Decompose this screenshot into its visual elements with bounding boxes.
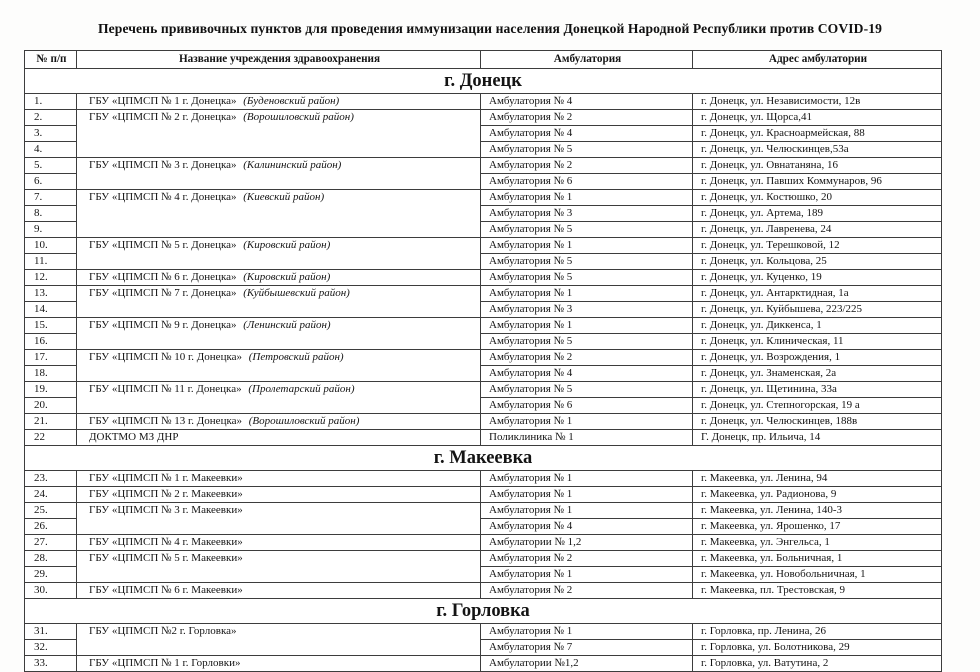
ambulatory-cell: Амбулатория № 3 bbox=[481, 206, 693, 222]
row-number: 22 bbox=[25, 430, 77, 446]
section-title: г. Донецк bbox=[25, 69, 942, 94]
ambulatory-cell: Амбулатория № 1 bbox=[481, 414, 693, 430]
table-row bbox=[25, 551, 942, 567]
ambulatory-cell: Амбулатории № 1,2 bbox=[481, 535, 693, 551]
institution-name bbox=[77, 471, 481, 487]
table-header-row bbox=[25, 51, 942, 69]
row-number: 6. bbox=[25, 174, 77, 190]
ambulatory-cell: Амбулатория № 1 bbox=[481, 238, 693, 254]
vaccination-points-table bbox=[24, 50, 942, 672]
address-cell: г. Макеевка, ул. Энгельса, 1 bbox=[693, 535, 942, 551]
address-cell: г. Донецк, ул. Клиническая, 11 bbox=[693, 334, 942, 350]
row-number: 14. bbox=[25, 302, 77, 318]
institution-title: ГБУ «ЦПМСП № 1 г. Донецка» bbox=[89, 95, 237, 107]
institution-name bbox=[77, 158, 481, 190]
institution-name bbox=[77, 656, 481, 672]
ambulatory-cell: Амбулатория № 2 bbox=[481, 110, 693, 126]
address-cell: г. Горловка, пр. Ленина, 26 bbox=[693, 624, 942, 640]
address-cell: г. Донецк, ул. Щетинина, 33а bbox=[693, 382, 942, 398]
ambulatory-cell: Амбулатория № 5 bbox=[481, 142, 693, 158]
row-number: 10. bbox=[25, 238, 77, 254]
column-header-address: Адрес амбулатории bbox=[693, 51, 942, 69]
table-row bbox=[25, 158, 942, 174]
table-row bbox=[25, 190, 942, 206]
address-cell: г. Донецк, ул. Павших Коммунаров, 96 bbox=[693, 174, 942, 190]
row-number: 19. bbox=[25, 382, 77, 398]
ambulatory-cell: Амбулатория № 5 bbox=[481, 254, 693, 270]
institution-name bbox=[77, 551, 481, 583]
institution-title: ГБУ «ЦПМСП № 3 г. Донецка» bbox=[89, 159, 237, 171]
address-cell: г. Макеевка, ул. Ярошенко, 17 bbox=[693, 519, 942, 535]
institution-title: ГБУ «ЦПМСП № 10 г. Донецка» bbox=[89, 351, 243, 363]
address-cell: г. Донецк, ул. Овнатаняна, 16 bbox=[693, 158, 942, 174]
institution-title: ГБУ «ЦПМСП № 11 г. Донецка» bbox=[89, 383, 242, 395]
institution-name bbox=[77, 350, 481, 382]
row-number: 12. bbox=[25, 270, 77, 286]
table-row bbox=[25, 583, 942, 599]
ambulatory-cell: Амбулатория № 6 bbox=[481, 398, 693, 414]
row-number: 15. bbox=[25, 318, 77, 334]
table-row bbox=[25, 318, 942, 334]
table-row bbox=[25, 270, 942, 286]
row-number: 11. bbox=[25, 254, 77, 270]
ambulatory-cell: Амбулатория № 2 bbox=[481, 583, 693, 599]
district-note: (Буденовский район) bbox=[240, 95, 340, 107]
row-number: 4. bbox=[25, 142, 77, 158]
address-cell: г. Макеевка, ул. Ленина, 140-3 bbox=[693, 503, 942, 519]
column-header-institution: Название учреждения здравоохранения bbox=[77, 51, 481, 69]
address-cell: г. Донецк, ул. Терешковой, 12 bbox=[693, 238, 942, 254]
row-number: 24. bbox=[25, 487, 77, 503]
table-row bbox=[25, 286, 942, 302]
ambulatory-cell: Амбулатория № 4 bbox=[481, 126, 693, 142]
institution-name bbox=[77, 238, 481, 270]
ambulatory-cell: Амбулатория № 4 bbox=[481, 519, 693, 535]
institution-name bbox=[77, 94, 481, 110]
institution-title: ДОКТМО МЗ ДНР bbox=[89, 431, 179, 443]
ambulatory-cell: Амбулатория № 5 bbox=[481, 270, 693, 286]
institution-title: ГБУ «ЦПМСП № 5 г. Макеевки» bbox=[89, 552, 243, 564]
address-cell: г. Донецк, ул. Независимости, 12в bbox=[693, 94, 942, 110]
address-cell: Г. Донецк, пр. Ильича, 14 bbox=[693, 430, 942, 446]
institution-name bbox=[77, 503, 481, 535]
row-number: 28. bbox=[25, 551, 77, 567]
row-number: 21. bbox=[25, 414, 77, 430]
row-number: 2. bbox=[25, 110, 77, 126]
institution-name bbox=[77, 270, 481, 286]
district-note: (Пролетарский район) bbox=[245, 383, 355, 395]
district-note: (Ворошиловский район) bbox=[240, 111, 354, 123]
row-number: 26. bbox=[25, 519, 77, 535]
ambulatory-cell: Амбулатории №1,2 bbox=[481, 656, 693, 672]
table-row bbox=[25, 414, 942, 430]
ambulatory-cell: Амбулатория № 5 bbox=[481, 334, 693, 350]
ambulatory-cell: Амбулатория № 4 bbox=[481, 366, 693, 382]
column-header-ambulatory: Амбулатория bbox=[481, 51, 693, 69]
address-cell: г. Донецк, ул. Артема, 189 bbox=[693, 206, 942, 222]
address-cell: г. Макеевка, ул. Ленина, 94 bbox=[693, 471, 942, 487]
district-note: (Ворошиловский район) bbox=[246, 415, 360, 427]
table-row bbox=[25, 487, 942, 503]
row-number: 7. bbox=[25, 190, 77, 206]
ambulatory-cell: Амбулатория № 5 bbox=[481, 222, 693, 238]
row-number: 25. bbox=[25, 503, 77, 519]
institution-title: ГБУ «ЦПМСП № 4 г. Макеевки» bbox=[89, 536, 243, 548]
row-number: 16. bbox=[25, 334, 77, 350]
institution-title: ГБУ «ЦПМСП № 6 г. Донецка» bbox=[89, 271, 237, 283]
ambulatory-cell: Поликлиника № 1 bbox=[481, 430, 693, 446]
ambulatory-cell: Амбулатория № 1 bbox=[481, 567, 693, 583]
ambulatory-cell: Амбулатория № 6 bbox=[481, 174, 693, 190]
institution-title: ГБУ «ЦПМСП № 1 г. Горловки» bbox=[89, 657, 241, 669]
column-header-number: № п/п bbox=[25, 51, 77, 69]
table-row bbox=[25, 503, 942, 519]
row-number: 23. bbox=[25, 471, 77, 487]
institution-name bbox=[77, 286, 481, 318]
address-cell: г. Донецк, ул. Возрождения, 1 bbox=[693, 350, 942, 366]
institution-title: ГБУ «ЦПМСП № 7 г. Донецка» bbox=[89, 287, 237, 299]
institution-title: ГБУ «ЦПМСП № 13 г. Донецка» bbox=[89, 415, 243, 427]
page-title: Перечень прививочных пунктов для проведения иммунизации населения Донецкой Народной Республики против COVID-19 bbox=[98, 21, 882, 36]
row-number: 30. bbox=[25, 583, 77, 599]
section-row bbox=[25, 69, 942, 94]
ambulatory-cell: Амбулатория № 2 bbox=[481, 551, 693, 567]
section-row bbox=[25, 599, 942, 624]
institution-title: ГБУ «ЦПМСП № 1 г. Макеевки» bbox=[89, 472, 243, 484]
address-cell: г. Горловка, ул. Болотникова, 29 bbox=[693, 640, 942, 656]
institution-name bbox=[77, 382, 481, 414]
ambulatory-cell: Амбулатория № 1 bbox=[481, 624, 693, 640]
ambulatory-cell: Амбулатория № 4 bbox=[481, 94, 693, 110]
institution-name bbox=[77, 624, 481, 656]
row-number: 17. bbox=[25, 350, 77, 366]
address-cell: г. Донецк, ул. Кольцова, 25 bbox=[693, 254, 942, 270]
ambulatory-cell: Амбулатория № 1 bbox=[481, 503, 693, 519]
institution-name bbox=[77, 535, 481, 551]
district-note: (Петровский район) bbox=[246, 351, 344, 363]
table-row bbox=[25, 238, 942, 254]
institution-title: ГБУ «ЦПМСП № 2 г. Макеевки» bbox=[89, 488, 243, 500]
district-note: (Калининский район) bbox=[240, 159, 342, 171]
section-title: г. Макеевка bbox=[25, 446, 942, 471]
row-number: 32. bbox=[25, 640, 77, 656]
institution-title: ГБУ «ЦПМСП № 4 г. Донецка» bbox=[89, 191, 237, 203]
address-cell: г. Донецк, ул. Красноармейская, 88 bbox=[693, 126, 942, 142]
ambulatory-cell: Амбулатория № 5 bbox=[481, 382, 693, 398]
institution-name bbox=[77, 430, 481, 446]
ambulatory-cell: Амбулатория № 7 bbox=[481, 640, 693, 656]
address-cell: г. Донецк, ул. Куйбышева, 223/225 bbox=[693, 302, 942, 318]
address-cell: г. Донецк, ул. Антарктидная, 1а bbox=[693, 286, 942, 302]
ambulatory-cell: Амбулатория № 2 bbox=[481, 350, 693, 366]
table-row bbox=[25, 535, 942, 551]
institution-name bbox=[77, 487, 481, 503]
ambulatory-cell: Амбулатория № 3 bbox=[481, 302, 693, 318]
row-number: 31. bbox=[25, 624, 77, 640]
row-number: 3. bbox=[25, 126, 77, 142]
institution-name bbox=[77, 583, 481, 599]
address-cell: г. Донецк, ул. Диккенса, 1 bbox=[693, 318, 942, 334]
address-cell: г. Донецк, ул. Челюскинцев,53а bbox=[693, 142, 942, 158]
district-note: (Кировский район) bbox=[240, 271, 331, 283]
table-row bbox=[25, 656, 942, 672]
address-cell: г. Макеевка, ул. Больничная, 1 bbox=[693, 551, 942, 567]
row-number: 18. bbox=[25, 366, 77, 382]
table-row bbox=[25, 110, 942, 126]
address-cell: г. Макеевка, пл. Трестовская, 9 bbox=[693, 583, 942, 599]
ambulatory-cell: Амбулатория № 1 bbox=[481, 471, 693, 487]
row-number: 9. bbox=[25, 222, 77, 238]
district-note: (Кировский район) bbox=[240, 239, 331, 251]
address-cell: г. Донецк, ул. Челюскинцев, 188в bbox=[693, 414, 942, 430]
address-cell: г. Донецк, ул. Куценко, 19 bbox=[693, 270, 942, 286]
address-cell: г. Донецк, ул. Щорса,41 bbox=[693, 110, 942, 126]
table-body bbox=[25, 69, 942, 672]
institution-name bbox=[77, 110, 481, 158]
institution-title: ГБУ «ЦПМСП № 3 г. Макеевки» bbox=[89, 504, 243, 516]
row-number: 8. bbox=[25, 206, 77, 222]
address-cell: г. Горловка, ул. Ватутина, 2 bbox=[693, 656, 942, 672]
table-row bbox=[25, 350, 942, 366]
row-number: 33. bbox=[25, 656, 77, 672]
ambulatory-cell: Амбулатория № 1 bbox=[481, 190, 693, 206]
address-cell: г. Макеевка, ул. Новобольничная, 1 bbox=[693, 567, 942, 583]
institution-title: ГБУ «ЦПМСП №2 г. Горловка» bbox=[89, 625, 237, 637]
institution-title: ГБУ «ЦПМСП № 6 г. Макеевки» bbox=[89, 584, 243, 596]
address-cell: г. Донецк, ул. Знаменская, 2а bbox=[693, 366, 942, 382]
address-cell: г. Донецк, ул. Лавренева, 24 bbox=[693, 222, 942, 238]
table-row bbox=[25, 471, 942, 487]
address-cell: г. Макеевка, ул. Радионова, 9 bbox=[693, 487, 942, 503]
table-row bbox=[25, 430, 942, 446]
district-note: (Ленинский район) bbox=[240, 319, 331, 331]
table-row bbox=[25, 624, 942, 640]
ambulatory-cell: Амбулатория № 1 bbox=[481, 318, 693, 334]
institution-name bbox=[77, 414, 481, 430]
row-number: 27. bbox=[25, 535, 77, 551]
row-number: 29. bbox=[25, 567, 77, 583]
ambulatory-cell: Амбулатория № 1 bbox=[481, 487, 693, 503]
address-cell: г. Донецк, ул. Костюшко, 20 bbox=[693, 190, 942, 206]
institution-name bbox=[77, 190, 481, 238]
section-row bbox=[25, 446, 942, 471]
district-note: (Куйбышевский район) bbox=[240, 287, 350, 299]
institution-name bbox=[77, 318, 481, 350]
table-row bbox=[25, 382, 942, 398]
row-number: 20. bbox=[25, 398, 77, 414]
row-number: 13. bbox=[25, 286, 77, 302]
district-note: (Киевский район) bbox=[240, 191, 325, 203]
institution-title: ГБУ «ЦПМСП № 2 г. Донецка» bbox=[89, 111, 237, 123]
row-number: 1. bbox=[25, 94, 77, 110]
ambulatory-cell: Амбулатория № 2 bbox=[481, 158, 693, 174]
address-cell: г. Донецк, ул. Степногорская, 19 а bbox=[693, 398, 942, 414]
section-title: г. Горловка bbox=[25, 599, 942, 624]
institution-title: ГБУ «ЦПМСП № 5 г. Донецка» bbox=[89, 239, 237, 251]
row-number: 5. bbox=[25, 158, 77, 174]
institution-title: ГБУ «ЦПМСП № 9 г. Донецка» bbox=[89, 319, 237, 331]
ambulatory-cell: Амбулатория № 1 bbox=[481, 286, 693, 302]
table-row bbox=[25, 94, 942, 110]
